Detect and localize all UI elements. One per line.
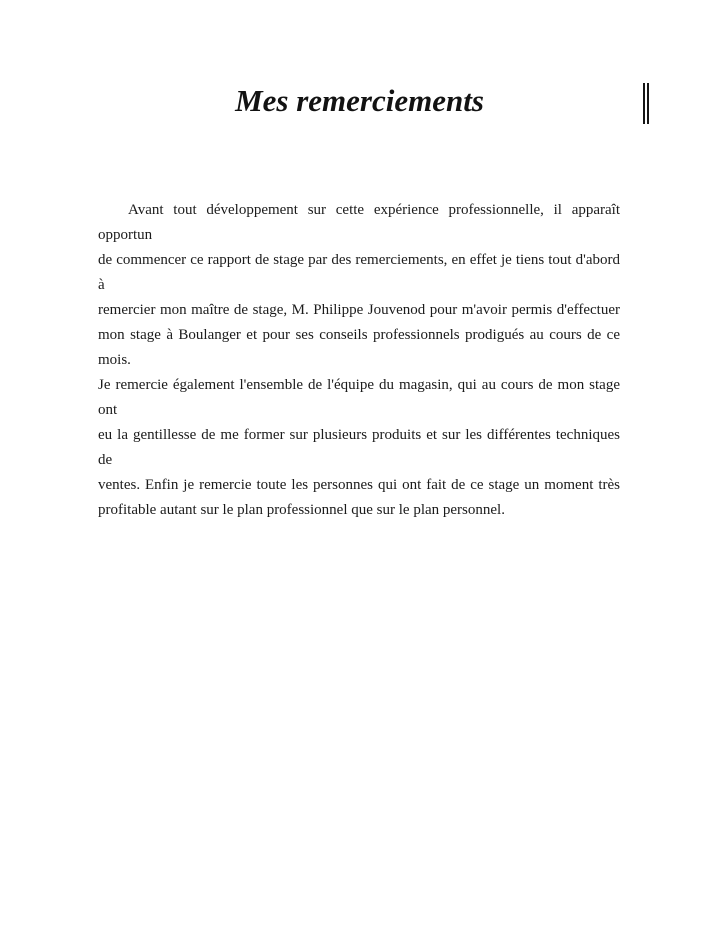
text-line: eu la gentillesse de me former sur plusieurs produits et sur les différentes techniques de [98,427,620,468]
text-line: mon stage à Boulanger et pour ses conseils professionnels prodigués au cours de ce [98,327,620,343]
text-line: mois. [98,352,131,368]
text-line: Avant tout développement sur cette expérience professionnelle, il apparaît opportun [98,202,620,243]
text-line: ventes. Enfin je remercie toute les personnes qui ont fait de ce stage un moment très [98,477,620,493]
paragraph [98,373,620,523]
text-line: profitable autant sur le plan professionnel que sur le plan personnel. [98,502,505,518]
document-title: Mes remerciements [235,83,484,118]
text-line: remercier mon maître de stage, M. Philippe Jouvenod pour m'avoir permis d'effectuer [98,302,620,318]
text-line: de commencer ce rapport de stage par des remerciements, en effet je tiens tout d'abord à [98,252,620,293]
text-line: Je remercie également l'ensemble de l'équipe du magasin, qui au cours de mon stage ont [98,377,620,418]
paragraph [98,198,620,373]
body-text [98,198,620,523]
revision-change-bar-icon [643,83,649,124]
